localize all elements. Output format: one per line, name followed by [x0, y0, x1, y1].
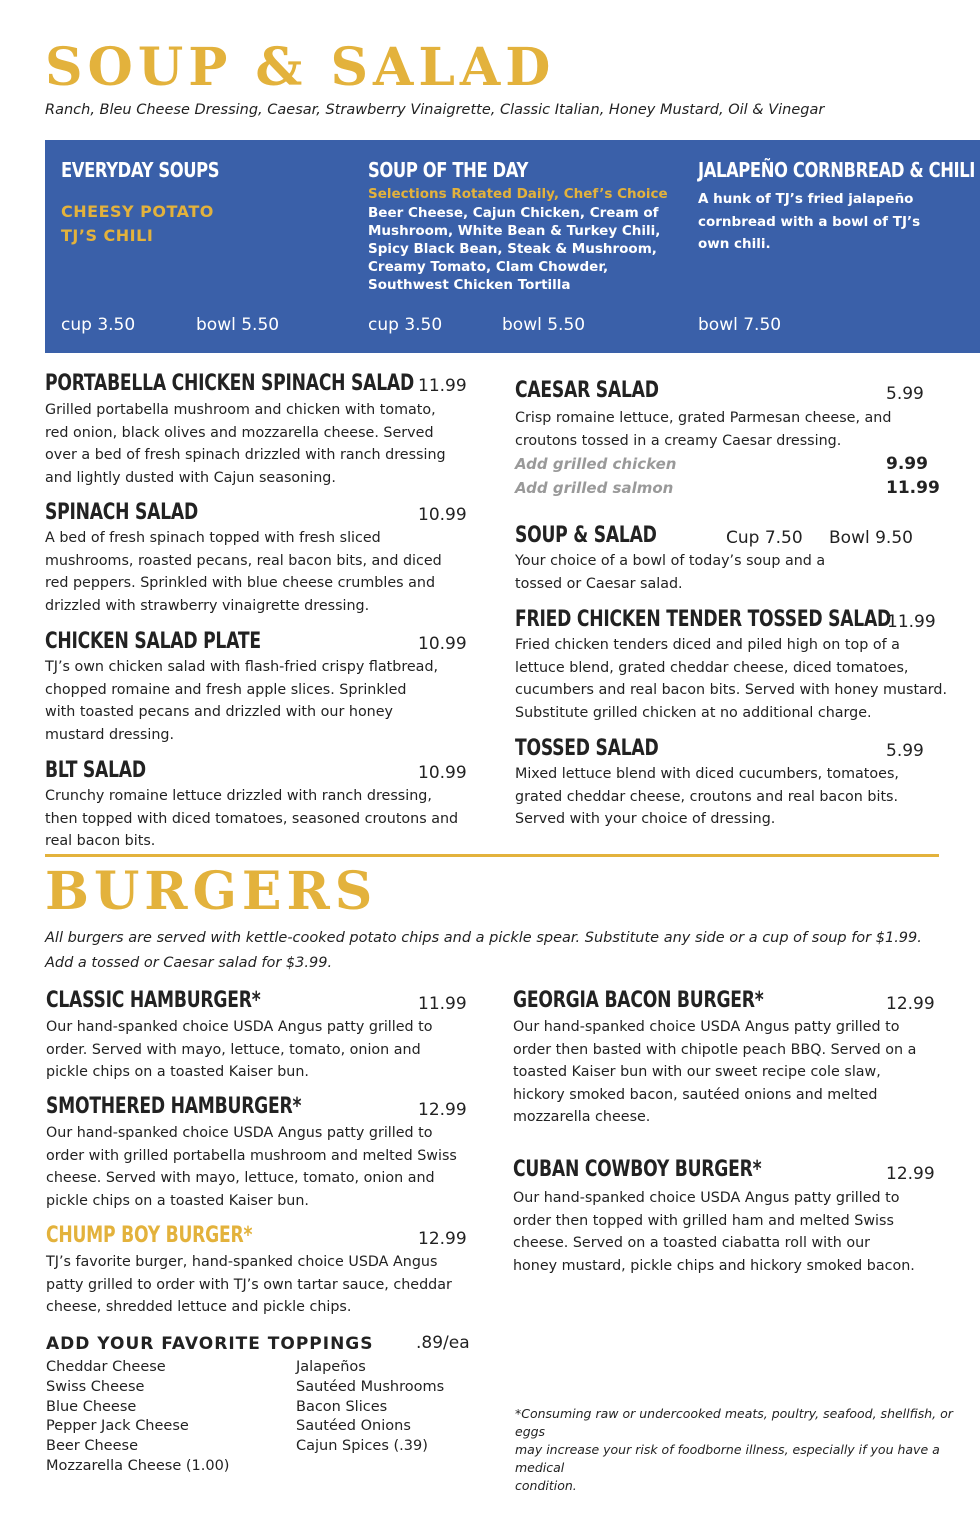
description-line: cheese, shredded lettuce and pickle chips.: [46, 1299, 352, 1315]
description-line: Mixed lettuce blend with diced cucumbers, tomatoes,: [515, 766, 899, 782]
soup-salad-title: SOUP & SALAD: [45, 37, 556, 98]
food-safety-disclaimer: [515, 1405, 975, 1495]
addon-grilled-salmon: Add grilled salmon: [515, 479, 674, 497]
burgers-note-line: Add a tossed or Caesar salad for $3.99.: [45, 955, 333, 971]
toppings-column-2: [296, 1358, 444, 1457]
fried-tender-salad-name: FRIED CHICKEN TENDER TOSSED SALAD: [515, 607, 892, 632]
cornbread-line: own chili.: [698, 236, 771, 252]
description-line: over a bed of fresh spinach drizzled with ranch dressing: [45, 447, 446, 463]
chicken-salad-plate-name: CHICKEN SALAD PLATE: [45, 629, 261, 654]
description-line: honey mustard, pickle chips and hickory smoked bacon.: [513, 1257, 915, 1274]
disclaimer-line: condition.: [515, 1478, 577, 1493]
everyday-soups-list: [61, 200, 214, 248]
topping-item: Sautéed Onions: [296, 1418, 411, 1435]
description-line: Grilled portabella mushroom and chicken with tomato,: [45, 402, 436, 418]
toppings-price: .89/ea: [416, 1333, 470, 1353]
caesar-salad-description: [515, 407, 891, 452]
tossed-salad-name: TOSSED SALAD: [515, 736, 659, 761]
blt-salad-name: BLT SALAD: [45, 758, 146, 783]
caesar-salad-price: 5.99: [886, 384, 924, 404]
tossed-salad-description: [515, 763, 899, 831]
soup-salad-combo-name: SOUP & SALAD: [515, 523, 657, 548]
dressings-list: Ranch, Bleu Cheese Dressing, Caesar, Strawberry Vinaigrette, Classic Italian, Honey Mustard, Oil & Vinegar: [45, 102, 825, 118]
chicken-salad-plate-description: [45, 656, 438, 746]
description-line: cheese. Served on a toasted ciabatta roll with our: [513, 1235, 871, 1251]
description-line: lettuce blend, grated cheddar cheese, diced tomatoes,: [515, 659, 909, 676]
description-line: Our hand-spanked choice USDA Angus patty grilled to: [513, 1019, 900, 1035]
description-line: Crunchy romaine lettuce drizzled with ranch dressing,: [45, 788, 432, 804]
description-line: Our hand-spanked choice USDA Angus patty grilled to: [513, 1190, 900, 1206]
classic-hamburger-price: 11.99: [418, 994, 467, 1014]
georgia-bacon-burger-name: GEORGIA BACON BURGER*: [513, 988, 764, 1013]
burgers-note-line: All burgers are served with kettle-cooked potato chips and a pickle spear. Substitute any side or a cup of soup for $1.99.: [45, 930, 922, 946]
description-line: A bed of fresh spinach topped with fresh sliced: [45, 530, 381, 546]
description-line: grated cheddar cheese, croutons and real bacon bits.: [515, 788, 899, 805]
description-line: order. Served with mayo, lettuce, tomato, onion and: [46, 1041, 421, 1058]
everyday-cup-price: cup 3.50: [61, 315, 136, 335]
burgers-title: BURGERS: [45, 861, 378, 922]
description-line: cucumbers and real bacon bits. Served with honey mustard.: [515, 682, 948, 698]
soup-of-day-heading: SOUP OF THE DAY: [368, 158, 528, 182]
fried-tender-salad-price: 11.99: [887, 612, 936, 632]
topping-item: Sautéed Mushrooms: [296, 1378, 445, 1395]
caesar-salad-name: CAESAR SALAD: [515, 378, 659, 403]
description-line: Our hand-spanked choice USDA Angus patty grilled to: [46, 1125, 433, 1141]
description-line: Our hand-spanked choice USDA Angus patty grilled to: [46, 1019, 433, 1035]
topping-item: Bacon Slices: [296, 1398, 388, 1415]
description-line: order then basted with chipotle peach BBQ. Served on a: [513, 1041, 917, 1058]
description-line: order then topped with grilled ham and melted Swiss: [513, 1212, 894, 1229]
addon-grilled-salmon-price: 11.99: [886, 478, 940, 498]
soup-of-day-line: Creamy Tomato, Clam Chowder,: [368, 259, 609, 275]
blt-salad-price: 10.99: [418, 763, 467, 783]
cuban-cowboy-burger-price: 12.99: [886, 1164, 935, 1184]
disclaimer-line: may increase your risk of foodborne illness, especially if you have a medical: [515, 1442, 940, 1475]
burgers-notes: [45, 926, 922, 976]
cornbread-bowl-price: bowl 7.50: [698, 315, 782, 335]
portabella-salad-name: PORTABELLA CHICKEN SPINACH SALAD: [45, 371, 414, 396]
georgia-bacon-burger-price: 12.99: [886, 994, 935, 1014]
smothered-hamburger-description: [46, 1122, 457, 1212]
cornbread-chili-description: [698, 188, 920, 256]
soup-of-day-list: [368, 204, 660, 294]
topping-item: Swiss Cheese: [46, 1378, 145, 1395]
description-line: red onion, black olives and mozzarella cheese. Served: [45, 424, 434, 441]
spinach-salad-description: [45, 527, 442, 617]
cornbread-line: cornbread with a bowl of TJ’s: [698, 213, 921, 230]
description-line: Fried chicken tenders diced and piled high on top of a: [515, 637, 900, 653]
description-line: and lightly dusted with Cajun seasoning.: [45, 469, 336, 486]
cornbread-line: A hunk of TJ’s fried jalapeño: [698, 191, 914, 207]
cornbread-chili-heading: JALAPEÑO CORNBREAD & CHILI: [698, 158, 975, 182]
blt-salad-description: [45, 785, 458, 853]
portabella-salad-price: 11.99: [418, 376, 467, 396]
description-line: pickle chips on a toasted Kaiser bun.: [46, 1192, 309, 1209]
description-line: mozzarella cheese.: [513, 1109, 651, 1125]
topping-item: Cheddar Cheese: [46, 1359, 166, 1375]
description-line: Crisp romaine lettuce, grated Parmesan cheese, and: [515, 410, 892, 426]
everyday-soup-item: CHEESY POTATO: [61, 202, 214, 221]
soup-salad-combo-cup-price: Cup 7.50: [726, 528, 803, 548]
cuban-cowboy-burger-name: CUBAN COWBOY BURGER*: [513, 1157, 762, 1182]
soup-salad-combo-bowl-price: Bowl 9.50: [829, 528, 913, 548]
addon-grilled-chicken: Add grilled chicken: [515, 455, 677, 473]
topping-item: Mozzarella Cheese (1.00): [46, 1457, 230, 1474]
description-line: TJ’s own chicken salad with flash-fried crispy flatbread,: [45, 659, 439, 675]
description-line: pickle chips on a toasted Kaiser bun.: [46, 1064, 309, 1080]
description-line: mustard dressing.: [45, 726, 175, 743]
fried-tender-salad-description: [515, 634, 947, 724]
chump-boy-burger-description: [46, 1251, 452, 1319]
description-line: Served with your choice of dressing.: [515, 811, 776, 827]
description-line: mushrooms, roasted pecans, real bacon bits, and diced: [45, 552, 442, 569]
soup-of-day-line: Mushroom, White Bean & Turkey Chili,: [368, 223, 661, 239]
soup-salad-combo-description: [515, 550, 825, 595]
soup-of-day-line: Beer Cheese, Cajun Chicken, Cream of: [368, 205, 659, 221]
classic-hamburger-description: [46, 1016, 433, 1084]
soup-of-day-line: Southwest Chicken Tortilla: [368, 277, 571, 293]
description-line: tossed or Caesar salad.: [515, 575, 683, 592]
description-line: hickory smoked bacon, sautéed onions and melted: [513, 1086, 878, 1103]
description-line: Your choice of a bowl of today’s soup and a: [515, 553, 826, 569]
smothered-hamburger-price: 12.99: [418, 1100, 467, 1120]
chump-boy-burger-price: 12.99: [418, 1229, 467, 1249]
spinach-salad-price: 10.99: [418, 505, 467, 525]
toppings-heading: ADD YOUR FAVORITE TOPPINGS: [46, 1334, 374, 1354]
description-line: Substitute grilled chicken at no additional charge.: [515, 704, 872, 721]
description-line: toasted Kaiser bun with our sweet recipe cole slaw,: [513, 1064, 881, 1080]
topping-item: Beer Cheese: [46, 1438, 138, 1455]
portabella-salad-description: [45, 399, 446, 489]
tossed-salad-price: 5.99: [886, 741, 924, 761]
description-line: then topped with diced tomatoes, seasoned croutons and: [45, 810, 459, 827]
description-line: with toasted pecans and drizzled with our honey: [45, 704, 394, 720]
everyday-soups-heading: EVERYDAY SOUPS: [61, 158, 220, 182]
description-line: TJ’s favorite burger, hand-spanked choice USDA Angus: [46, 1254, 438, 1270]
everyday-soup-item: TJ’S CHILI: [61, 226, 154, 245]
everyday-bowl-price: bowl 5.50: [196, 315, 280, 335]
soup-of-day-line: Spicy Black Bean, Steak & Mushroom,: [368, 241, 657, 257]
description-line: real bacon bits.: [45, 833, 156, 849]
toppings-column-1: [46, 1358, 229, 1477]
description-line: chopped romaine and fresh apple slices. Sprinkled: [45, 681, 407, 698]
soup-of-day-cup-price: cup 3.50: [368, 315, 443, 335]
smothered-hamburger-name: SMOTHERED HAMBURGER*: [46, 1094, 302, 1119]
spinach-salad-name: SPINACH SALAD: [45, 500, 198, 525]
topping-item: Jalapeños: [296, 1359, 366, 1375]
description-line: drizzled with strawberry vinaigrette dressing.: [45, 597, 370, 614]
section-divider: [45, 854, 939, 857]
chicken-salad-plate-price: 10.99: [418, 634, 467, 654]
topping-item: Blue Cheese: [46, 1398, 137, 1415]
classic-hamburger-name: CLASSIC HAMBURGER*: [46, 988, 261, 1013]
soup-of-day-bowl-price: bowl 5.50: [502, 315, 586, 335]
topping-item: Pepper Jack Cheese: [46, 1418, 189, 1435]
description-line: red peppers. Sprinkled with blue cheese crumbles and: [45, 575, 436, 591]
description-line: cheese. Served with mayo, lettuce, tomato, onion and: [46, 1170, 435, 1186]
cuban-cowboy-burger-description: [513, 1187, 915, 1277]
soup-of-day-subheading: Selections Rotated Daily, Chef’s Choice: [368, 186, 668, 202]
addon-grilled-chicken-price: 9.99: [886, 454, 928, 474]
description-line: order with grilled portabella mushroom and melted Swiss: [46, 1147, 457, 1164]
topping-item: Cajun Spices (.39): [296, 1438, 428, 1455]
chump-boy-burger-name: CHUMP BOY BURGER*: [46, 1223, 253, 1248]
georgia-bacon-burger-description: [513, 1016, 916, 1129]
disclaimer-line: *Consuming raw or undercooked meats, poultry, seafood, shellfish, or eggs: [515, 1406, 953, 1439]
description-line: patty grilled to order with TJ’s own tartar sauce, cheddar: [46, 1276, 452, 1293]
description-line: croutons tossed in a creamy Caesar dressing.: [515, 432, 842, 449]
